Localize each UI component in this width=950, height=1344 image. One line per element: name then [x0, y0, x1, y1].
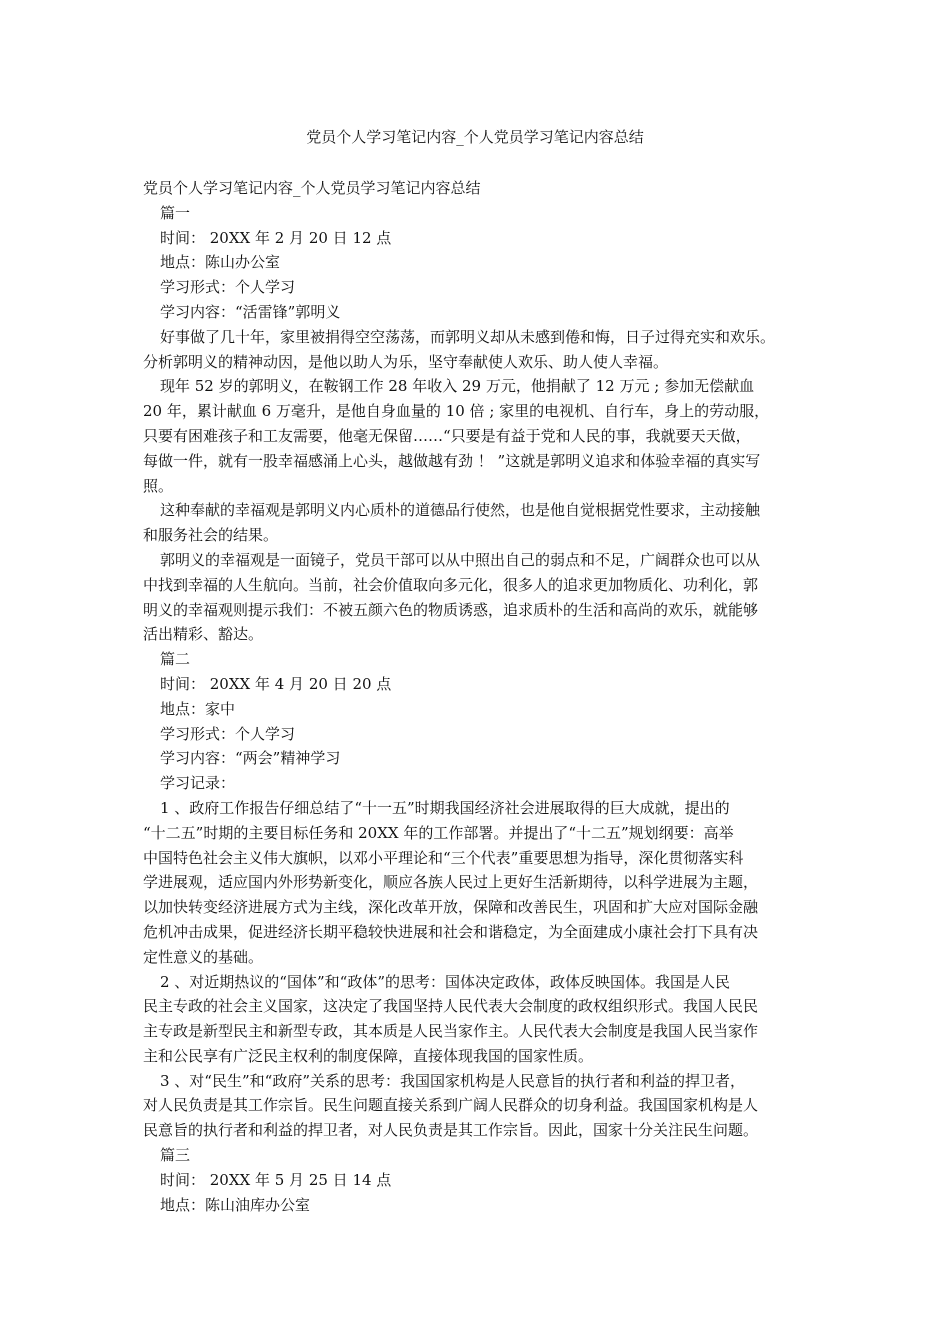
body-line: 以加快转变经济进展方式为主线，深化改革开放，保障和改善民生，巩固和扩大应对国际金融: [143, 898, 759, 917]
body-line: 好事做了几十年，家里被捐得空空荡荡，而郭明义却从未感到倦和悔，日子过得充实和欢乐。: [160, 327, 776, 346]
document-body: [143, 176, 823, 1217]
body-line: 学习内容：“两会”精神学习: [160, 749, 341, 768]
body-line: 定性意义的基础。: [143, 947, 264, 966]
body-line: 对人民负责是其工作宗旨。民生问题直接关系到广阔人民群众的切身利益。我国国家机构是人: [143, 1096, 759, 1115]
body-line: 危机冲击成果，促进经济长期平稳较快进展和社会和谐稳定，为全面建成小康社会打下具有决: [143, 922, 759, 941]
document-title: 党员个人学习笔记内容_个人党员学习笔记内容总结: [306, 128, 644, 146]
body-line: 这种奉献的幸福观是郭明义内心质朴的道德品行使然，也是他自觉根据党性要求，主动接触: [160, 501, 761, 520]
body-line: 2 、对近期热议的“国体”和“政体”的思考：国体决定政体，政体反映国体。我国是人民: [160, 972, 730, 991]
body-line: 地点：陈山油库办公室: [160, 1195, 311, 1214]
body-line: 明义的幸福观则提示我们：不被五颜六色的物质诱惑，追求质朴的生活和高尚的欢乐，就能够: [143, 600, 759, 619]
body-line: 学习形式：个人学习: [160, 278, 296, 297]
body-line: “十二五”时期的主要目标任务和 20XX 年的工作部署。并提出了“十二五”规划纲要：高举: [143, 823, 734, 842]
body-line: 时间： 20XX 年 2 月 20 日 12 点: [160, 228, 392, 247]
body-line: 每做一件，就有一股幸福感涌上心头，越做越有劲 ！ ”这就是郭明义追求和体验幸福的真实写: [143, 451, 761, 470]
body-line: 和服务社会的结果。: [143, 526, 279, 545]
body-line: 时间： 20XX 年 4 月 20 日 20 点: [160, 674, 392, 693]
body-line: 现年 52 岁的郭明义，在鞍钢工作 28 年收入 29 万元，他捐献了 12 万元 ; 参加无偿献血: [160, 377, 755, 396]
body-line: 主专政是新型民主和新型专政，其本质是人民当家作主。人民代表大会制度是我国人民当家作: [143, 1022, 759, 1041]
body-line: 民主专政的社会主义国家，这决定了我国坚持人民代表大会制度的政权组织形式。我国人民民: [143, 997, 759, 1016]
body-line: 民意旨的执行者和利益的捍卫者，对人民负责是其工作宗旨。因此，国家十分关注民生问题。: [143, 1121, 759, 1140]
body-line: 分析郭明义的精神动因，是他以助人为乐，坚守奉献使人欢乐、助人使人幸福。: [143, 352, 669, 371]
body-line: 活出精彩、豁达。: [143, 625, 264, 644]
body-line: 20 年，累计献血 6 万毫升，是他自身血量的 10 倍 ; 家里的电视机、自行车，身上的劳动服，: [143, 402, 770, 421]
body-line: 篇一: [160, 203, 191, 222]
body-line: 党员个人学习笔记内容_个人党员学习笔记内容总结: [143, 179, 481, 197]
body-line: 地点：家中: [160, 699, 236, 718]
body-line: 篇三: [160, 1146, 191, 1165]
body-line: 学习内容：“活雷锋”郭明义: [160, 302, 341, 321]
body-line: 郭明义的幸福观是一面镜子，党员干部可以从中照出自己的弱点和不足，广阔群众也可以从: [160, 550, 761, 569]
body-line: 篇二: [160, 650, 191, 669]
body-line: 主和公民享有广泛民主权利的制度保障，直接体现我国的国家性质。: [143, 1046, 594, 1065]
body-line: 学习记录：: [160, 774, 236, 793]
body-line: 1 、政府工作报告仔细总结了“十一五”时期我国经济社会进展取得的巨大成就，提出的: [160, 798, 730, 817]
body-line: 中找到幸福的人生航向。当前，社会价值取向多元化，很多人的追求更加物质化、功利化，郭: [143, 575, 759, 594]
body-line: 地点：陈山办公室: [160, 253, 281, 272]
body-line: 中国特色社会主义伟大旗帜，以邓小平理论和“三个代表”重要思想为指导，深化贯彻落实科: [143, 848, 744, 867]
body-line: 学进展观，适应国内外形势新变化，顺应各族人民过上更好生活新期待，以科学进展为主题，: [143, 873, 759, 892]
body-line: 照。: [143, 476, 174, 495]
body-line: 3 、对“民生”和“政府”关系的思考：我国国家机构是人民意旨的执行者和利益的捍卫者，: [160, 1071, 745, 1090]
body-line: 时间： 20XX 年 5 月 25 日 14 点: [160, 1170, 392, 1189]
body-line: 学习形式：个人学习: [160, 724, 296, 743]
body-line: 只要有困难孩子和工友需要，他毫无保留……“只要是有益于党和人民的事，我就要天天做，: [143, 426, 751, 445]
